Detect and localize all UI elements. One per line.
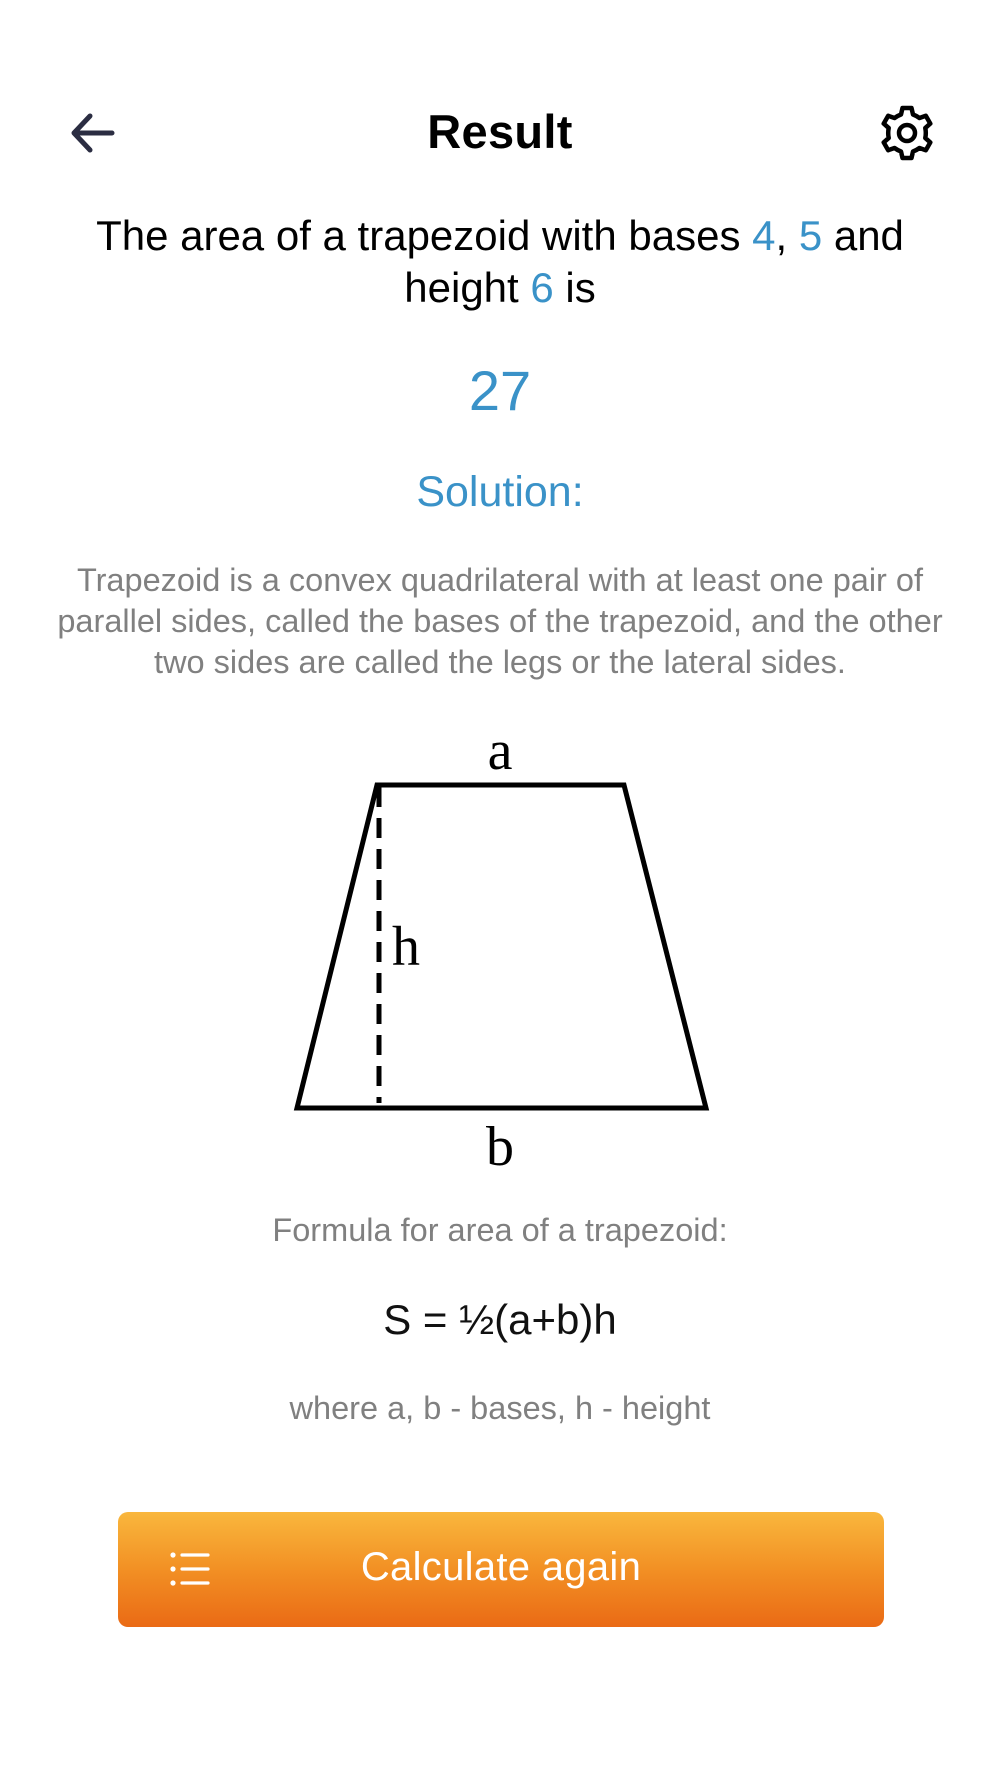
- question-text: [40, 210, 960, 314]
- label-a: a: [487, 720, 513, 782]
- gear-icon: [878, 104, 936, 162]
- height-value: 6: [530, 264, 554, 311]
- trapezoid-diagram: [0, 700, 1000, 1170]
- calculate-again-label: Calculate again: [360, 1545, 642, 1589]
- settings-button[interactable]: [878, 104, 936, 162]
- label-b: b: [486, 1116, 514, 1170]
- question-suffix: is: [553, 264, 596, 311]
- base-b-value: 5: [798, 212, 823, 259]
- calculate-again-button[interactable]: [118, 1512, 884, 1627]
- solution-heading: Solution:: [416, 468, 584, 516]
- question-prefix: The area of a trapezoid with bases: [96, 212, 753, 259]
- label-h: h: [392, 916, 420, 978]
- solution-description: Trapezoid is a convex quadrilateral with at least one pair of parallel sides, called the bases of the trapezoid, and the other two sides are called the legs or the lateral sides.: [57, 562, 943, 680]
- trapezoid-shape: [297, 785, 706, 1108]
- page-title: Result: [427, 105, 573, 158]
- result-value: 27: [468, 359, 532, 422]
- question-separator: ,: [775, 212, 799, 259]
- formula: S = ½(a+b)h: [383, 1296, 617, 1343]
- formula-label: Formula for area of a trapezoid:: [272, 1212, 728, 1248]
- header-bar: [0, 90, 1000, 175]
- base-a-value: 4: [752, 212, 776, 259]
- question-middle: and height: [404, 212, 904, 311]
- formula-note: where a, b - bases, h - height: [289, 1390, 711, 1426]
